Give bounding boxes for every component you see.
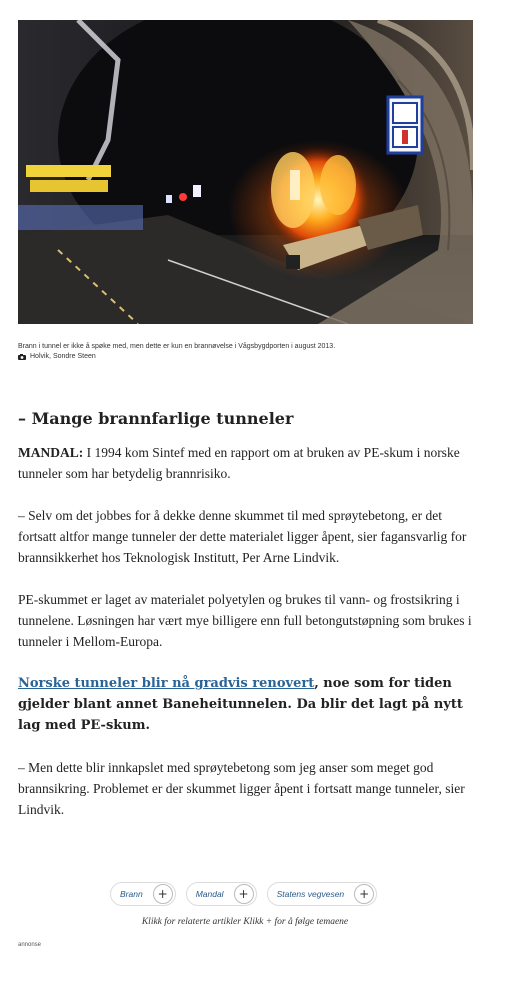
topic-tags bbox=[110, 882, 377, 906]
tags-hint: Klikk for relaterte artikler Klikk + for å følge temaene bbox=[141, 917, 349, 927]
renovation-link[interactable]: Norske tunneler blir nå gradvis renovert bbox=[18, 676, 315, 691]
tag-label[interactable]: Statens vegvesen bbox=[276, 889, 345, 899]
tag-mandal[interactable] bbox=[186, 882, 257, 906]
follow-plus-icon[interactable]: + bbox=[354, 884, 374, 904]
paragraph-4 bbox=[18, 673, 473, 736]
follow-plus-icon[interactable]: + bbox=[234, 884, 254, 904]
photo-credit bbox=[18, 352, 478, 362]
camera-icon bbox=[18, 354, 26, 360]
paragraph-4-text: , noe som for tiden gjelder blant annet Baneheitunnelen. Da blir det lagt på nytt lag med PE-skum. bbox=[18, 676, 463, 733]
article-subheading: – Mange brannfarlige tunneler bbox=[18, 409, 294, 428]
paragraph-5: – Men dette blir innkapslet med sprøytebetong som jeg anser som meget god brannsikring. Problemet er der skummet ligger åpent i fortsatt mange tunneler, sier Lindvik. bbox=[18, 760, 465, 817]
tag-label[interactable]: Mandal bbox=[195, 889, 224, 899]
ad-label: annonse bbox=[18, 942, 42, 948]
paragraph-1-text: I 1994 kom Sintef med en rapport om at bruken av PE-skum i norske tunneler som har betydelig brannrisiko. bbox=[18, 445, 460, 481]
article-photo bbox=[18, 20, 473, 324]
paragraph-1 bbox=[18, 442, 473, 484]
credit-text: Holvik, Sondre Steen bbox=[30, 353, 96, 360]
photo-caption bbox=[18, 342, 478, 362]
tag-brann[interactable] bbox=[110, 882, 176, 906]
follow-plus-icon[interactable]: + bbox=[153, 884, 173, 904]
caption-text: Brann i tunnel er ikke å spøke med, men dette er kun en brannøvelse i Vågsbygdporten i august 2013. bbox=[18, 343, 336, 350]
tag-statens-vegvesen[interactable] bbox=[267, 882, 378, 906]
tag-label[interactable]: Brann bbox=[120, 889, 143, 899]
dateline: MANDAL: bbox=[18, 445, 84, 460]
article-body bbox=[18, 408, 473, 820]
paragraph-3: PE-skummet er laget av materialet polyetylen og brukes til vann- og frostsikring i tunnelene. Løsningen har vært mye billigere enn full betongutstøpning som brukes i tunneler i Mellom-Europa. bbox=[18, 592, 472, 649]
paragraph-2: – Selv om det jobbes for å dekke denne skummet til med sprøytebetong, er det fortsatt altfor mange tunneler der dette materialet ligger åpent, sier fagansvarlig for brannsikkerhet hos Teknologisk Institutt, Per Arne Lindvik. bbox=[18, 508, 467, 565]
